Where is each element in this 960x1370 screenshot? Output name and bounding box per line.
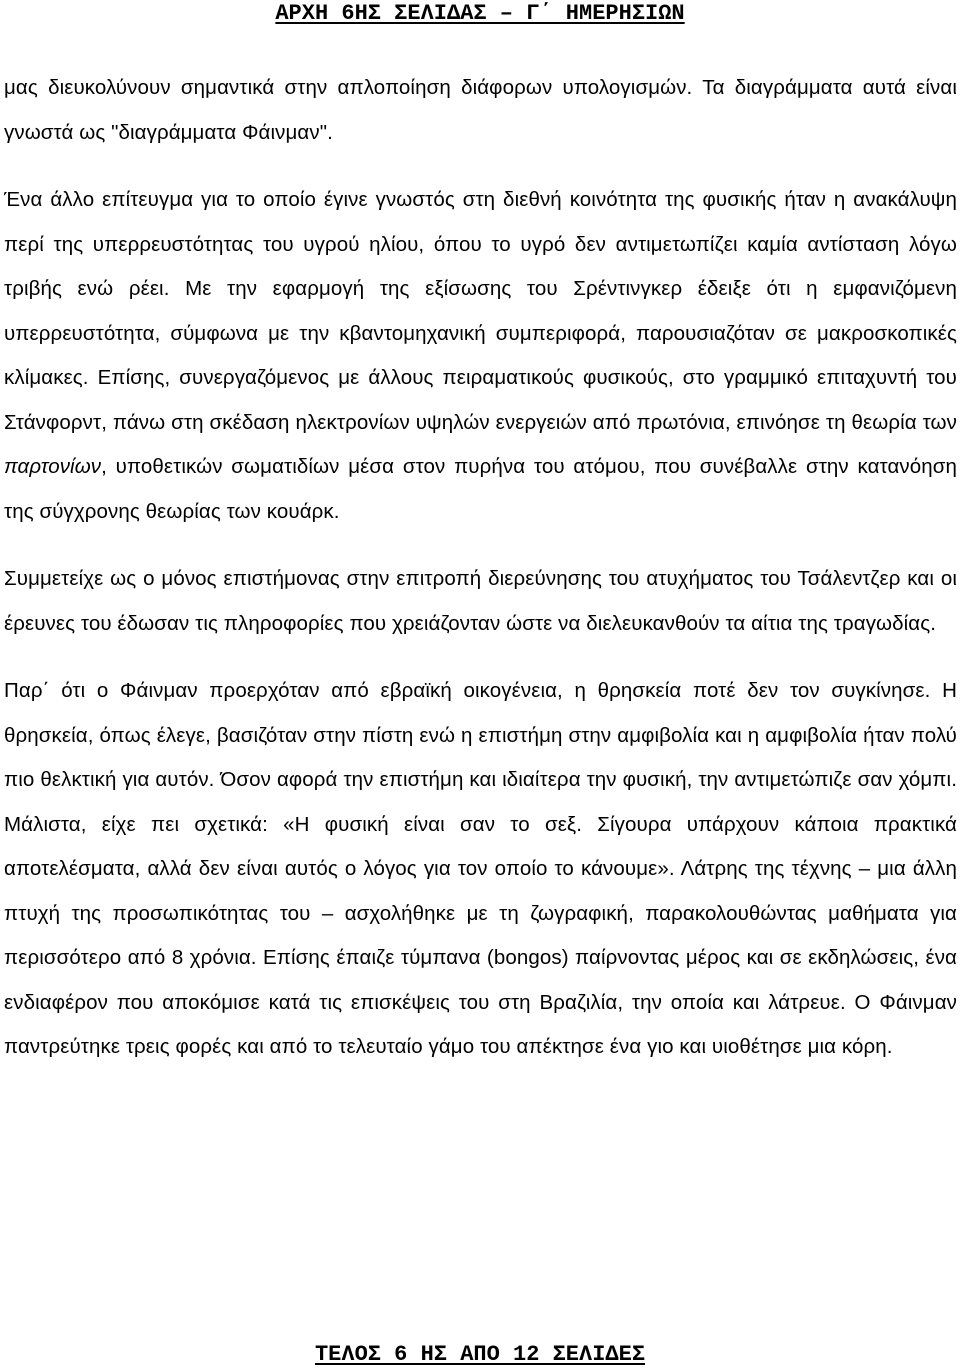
paragraph-2-italic-term: παρτονίων bbox=[4, 455, 102, 478]
paragraph-2 bbox=[4, 178, 957, 534]
paragraph-4: Παρ΄ ότι ο Φάινμαν προερχόταν από εβραϊκή οικογένεια, η θρησκεία ποτέ δεν τον συγκίνησε. Η θρησκεία, όπως έλεγε, βασιζόταν στην πίστη ενώ η επιστήμη στην αμφιβολία και η αμφιβολία ήταν πολύ πιο θελκτική για αυτόν. Όσον αφορά την επιστήμη και ιδιαίτερα την φυσική, την αντιμετώπιζε σαν χόμπι. Μάλιστα, είχε πει σχετικά: «Η φυσική είναι σαν το σεξ. Σίγουρα υπάρχουν κάποια πρακτικά αποτελέσματα, αλλά δεν είναι αυτός ο λόγος για τον οποίο το κάνουμε». Λάτρης της τέχνης – μια άλλη πτυχή της προσωπικότητας του – ασχολήθηκε με τη ζωγραφική, παρακολουθώντας μαθήματα για περισσότερο από 8 χρόνια. Επίσης έπαιζε τύμπανα (bongos) παίρνοντας μέρος και σε εκδηλώσεις, ένα ενδιαφέρον που αποκόμισε κατά τις επισκέψεις του στη Βραζιλία, την οποία και λάτρευε. Ο Φάινμαν παντρεύτηκε τρεις φορές και από το τελευταίο γάμο του απέκτησε ένα γιο και υιοθέτησε μια κόρη. bbox=[4, 679, 957, 1058]
body-text bbox=[4, 66, 957, 1070]
page-footer: ΤΕΛΟΣ 6 ΗΣ ΑΠΟ 12 ΣΕΛΙΔΕΣ bbox=[314, 1342, 646, 1367]
paragraph-2-text-end: , υποθετικών σωματιδίων μέσα στον πυρήνα του ατόμου, που συνέβαλλε στην κατανόηση της σύγχρονης θεωρίας των κουάρκ. bbox=[4, 455, 957, 523]
page-header: ΑΡΧΗ 6ΗΣ ΣΕΛΙΔΑΣ – Γ΄ ΗΜΕΡΗΣΙΩΝ bbox=[275, 1, 685, 26]
paragraph-3: Συμμετείχε ως ο μόνος επιστήμονας στην επιτροπή διερεύνησης του ατυχήματος του Τσάλεντζερ και οι έρευνες του έδωσαν τις πληροφορίες που χρειάζονταν ώστε να διελευκανθούν τα αίτια της τραγωδίας. bbox=[4, 567, 957, 635]
paragraph-1: μας διευκολύνουν σημαντικά στην απλοποίηση διάφορων υπολογισμών. Τα διαγράμματα αυτά είναι γνωστά ως "διαγράμματα Φάινμαν". bbox=[4, 76, 957, 144]
paragraph-2-text-start: Ένα άλλο επίτευγμα για το οποίο έγινε γνωστός στη διεθνή κοινότητα της φυσικής ήταν η ανακάλυψη περί της υπερρευστότητας του υγρού ηλίου, όπου το υγρό δεν αντιμετωπίζει καμία αντίσταση λόγω τριβής ενώ ρέει. Με την εφαρμογή της εξίσωσης του Σρέντινγκερ έδειξε ότι η εμφανιζόμενη υπερρευστότητα, σύμφωνα με την κβαντομηχανική συμπεριφορά, παρουσιαζόταν σε μακροσκοπικές κλίμακες. Επίσης, συνεργαζόμενος με άλλους πειραματικούς φυσικούς, στο γραμμικό επιταχυντή του Στάνφορντ, πάνω στη σκέδαση ηλεκτρονίων υψηλών ενεργειών από πρωτόνια, επινόησε τη θεωρία των bbox=[4, 188, 957, 434]
